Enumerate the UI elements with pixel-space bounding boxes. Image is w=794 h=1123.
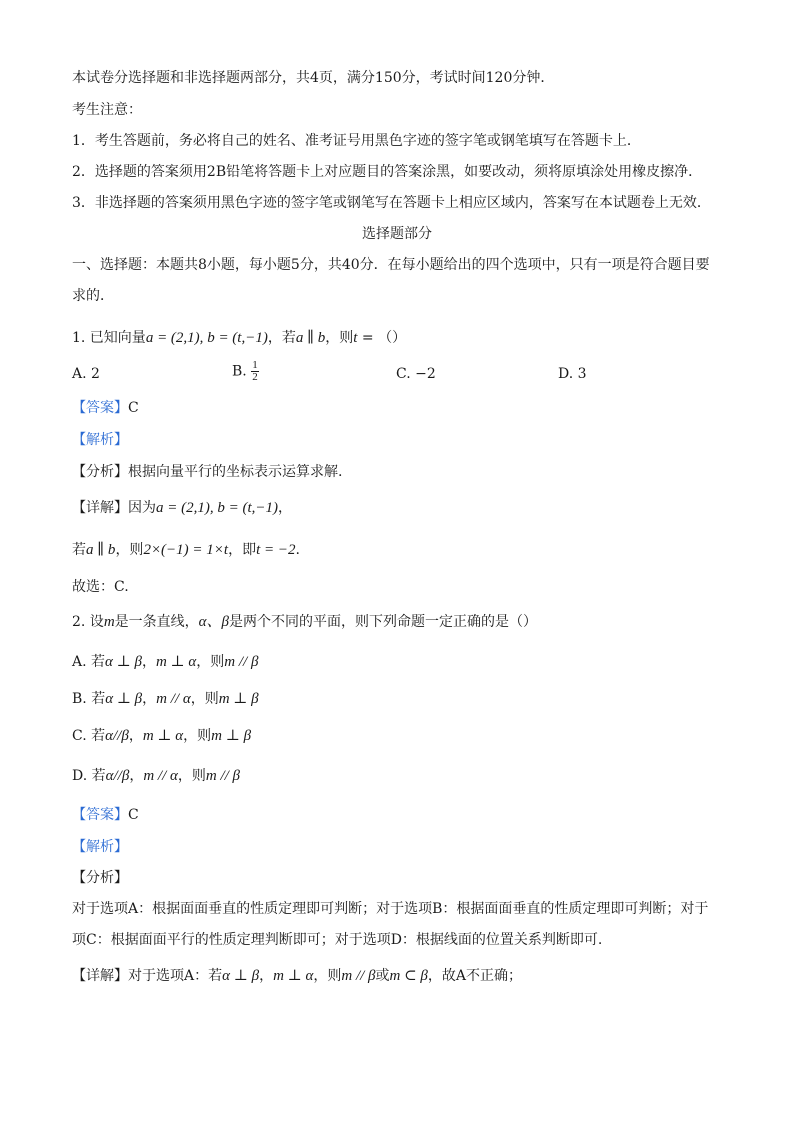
q1-detail-2-end: . <box>295 542 300 558</box>
q2-stem-end: 是两个不同的平面，则下列命题一定正确的是（） <box>229 614 538 630</box>
q1-option-b <box>232 360 259 383</box>
q1-option-b-num: 1 <box>252 359 258 371</box>
q2-answer-value: C <box>128 807 139 823</box>
q2-option-d-then: ，则 <box>177 768 206 784</box>
q1-detail-2-mid2: ，即 <box>228 542 257 558</box>
notice-2: 2．选择题的答案须用2B铅笔将答题卡上对应题目的答案涂黑，如要改动，须将原填涂处用橡皮擦净． <box>72 164 703 180</box>
q1-stem-end: = （） <box>357 330 407 346</box>
q2-fenxi-1: 对于选项A：根据面面垂直的性质定理即可判断；对于选项B：根据面面垂直的性质定理即可判断；对于 <box>72 901 709 917</box>
q1-stem-end-pre: ，则 <box>325 330 354 346</box>
q1-answer <box>72 398 734 418</box>
q2-option-c-res: m ⊥ β <box>211 728 252 744</box>
q2-detail <box>72 966 734 986</box>
q2-detail-pre: 对于选项A：若 <box>128 968 223 984</box>
q1-parallel: a ∥ b <box>295 330 326 346</box>
q2-detail-r1: m // β <box>341 968 376 984</box>
q1-detail-2-mid: ，则 <box>115 542 144 558</box>
q2-option-d-comma: ， <box>129 768 144 784</box>
q1-stem-mid: ，若 <box>267 330 296 346</box>
q1-stem-var: t <box>353 330 358 346</box>
q2-option-a-res: m // β <box>224 654 259 670</box>
q2-detail-end: ，故A不正确； <box>427 968 523 984</box>
q2-option-b-c2: m // α <box>156 691 191 707</box>
q2-option-b-res: m ⊥ β <box>218 691 259 707</box>
q1-vec-b: b = (t,−1) <box>207 330 268 346</box>
q1-detail-2-par: a ∥ b <box>86 542 116 558</box>
q1-option-b-fraction <box>251 360 259 383</box>
q2-option-d <box>72 766 734 786</box>
q2-fenxi-2: 项C：根据面面平行的性质定理判断即可；对于选项D：根据线面的位置关系判断即可. <box>72 932 603 948</box>
q1-detail-2-pre: 若 <box>72 542 86 558</box>
notice-1: 1．考生答题前，务必将自己的姓名、准考证号用黑色字迹的签字笔或钢笔填写在答题卡上． <box>72 133 641 149</box>
q1-detail-1-pre: 因为 <box>128 500 156 516</box>
intro-text: 本试卷分选择题和非选择题两部分，共4页，满分150分，考试时间120分钟． <box>72 70 555 86</box>
q1-option-b-den: 2 <box>252 371 258 383</box>
q2-detail-c2: m ⊥ α <box>273 968 314 984</box>
q2-stem-pre: 2. 设 <box>72 614 104 630</box>
q2-option-a-pre: A. 若 <box>72 654 106 670</box>
q2-option-c-then: ，则 <box>183 728 212 744</box>
q2-option-b-c1: α ⊥ β <box>105 691 143 707</box>
q2-detail-tag: 【详解】 <box>72 968 128 984</box>
q1-fenxi-text: 根据向量平行的坐标表示运算求解. <box>128 464 343 480</box>
q1-analysis-tag: 【解析】 <box>72 432 128 448</box>
q1-analysis <box>72 430 734 450</box>
q1-answer-value: C <box>128 400 139 416</box>
q2-option-c <box>72 726 734 746</box>
q1-fenxi-tag: 【分析】 <box>72 464 128 480</box>
q2-option-b-then: ，则 <box>190 691 219 707</box>
q2-option-b <box>72 689 734 709</box>
q1-option-d: D. 3 <box>558 366 587 382</box>
section-title: 选择题部分 <box>362 226 432 242</box>
q2-option-a-comma: ， <box>141 654 156 670</box>
q1-detail-2-math: 2×(−1) = 1×t <box>143 542 229 558</box>
q1-option-a: A. 2 <box>72 366 100 382</box>
q2-detail-r2: m ⊂ β <box>389 968 428 984</box>
q2-option-d-c1: α//β <box>105 768 130 784</box>
q2-analysis <box>72 837 734 857</box>
q2-option-d-c2: m // α <box>143 768 178 784</box>
q2-fenxi-tag: 【分析】 <box>72 870 128 886</box>
q2-detail-comma: ， <box>259 968 274 984</box>
q1-conclusion: 故选：C. <box>72 579 129 595</box>
q2-stem <box>72 612 734 632</box>
q2-option-c-c2: m ⊥ α <box>142 728 184 744</box>
q1-option-b-label: B. <box>232 363 247 380</box>
q2-detail-then: ，则 <box>313 968 342 984</box>
q2-option-a-c1: α ⊥ β <box>105 654 142 670</box>
q1-vec-a: a = (2,1), <box>145 330 208 346</box>
q1-stem <box>72 328 734 348</box>
part-desc-2: 求的． <box>72 288 114 304</box>
q2-option-a-c2: m ⊥ α <box>155 654 197 670</box>
part-desc-1: 一、选择题：本题共8小题，每小题5分，共40分．在每小题给出的四个选项中，只有一项是符合题目要 <box>72 257 710 273</box>
q2-option-b-comma: ， <box>142 691 157 707</box>
q2-option-b-pre: B. 若 <box>72 691 106 707</box>
q2-option-a <box>72 652 734 672</box>
q2-option-c-pre: C. 若 <box>72 728 106 744</box>
q2-option-d-pre: D. 若 <box>72 768 106 784</box>
q2-answer <box>72 805 734 825</box>
q1-detail-2 <box>72 540 734 560</box>
q2-detail-c1: α ⊥ β <box>222 968 260 984</box>
q2-option-a-then: ，则 <box>196 654 225 670</box>
q2-answer-tag: 【答案】 <box>72 807 128 823</box>
q2-detail-or: 或 <box>375 968 390 984</box>
q1-detail-1 <box>72 498 734 518</box>
q1-stem-prefix: 1. 已知向量 <box>72 330 146 346</box>
q1-option-c: C. −2 <box>396 366 436 382</box>
q1-detail-tag: 【详解】 <box>72 500 128 516</box>
q2-stem-m: m <box>103 614 115 630</box>
q2-option-c-c1: α//β <box>105 728 129 744</box>
notice-title: 考生注意： <box>72 102 142 118</box>
q2-stem-mid1: 是一条直线， <box>114 614 199 630</box>
q1-answer-tag: 【答案】 <box>72 400 128 416</box>
q2-analysis-tag: 【解析】 <box>72 839 128 855</box>
q1-detail-1-math: a = (2,1), b = (t,−1) <box>156 500 279 516</box>
q2-option-d-res: m // β <box>205 768 241 784</box>
q1-fenxi <box>72 462 734 482</box>
notice-3: 3．非选择题的答案须用黑色字迹的签字笔或钢笔写在答题卡上相应区域内，答案写在本试题卷上无效． <box>72 195 711 211</box>
q1-detail-1-post: ， <box>278 500 293 516</box>
q1-detail-2-res: t = −2 <box>256 542 296 558</box>
q2-option-c-comma: ， <box>128 728 143 744</box>
q2-stem-ab: α、β <box>198 614 230 630</box>
